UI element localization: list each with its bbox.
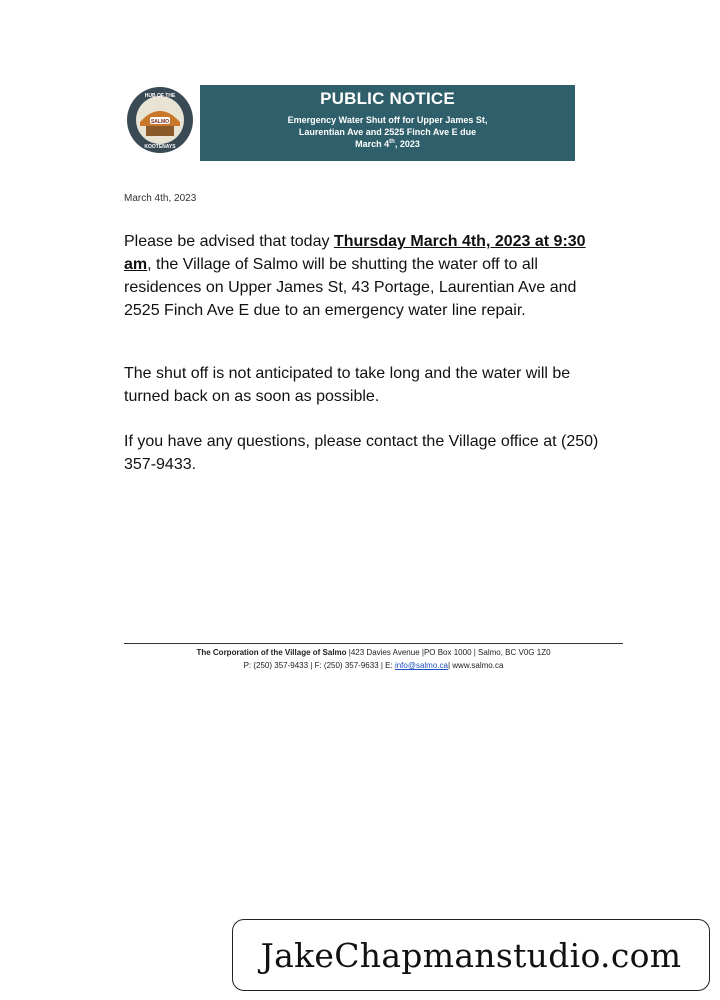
village-seal-logo xyxy=(126,86,194,154)
notice-date: March 4th, 2023 xyxy=(124,193,197,204)
footer-divider xyxy=(124,643,623,644)
seal-top-text: HUB OF THE xyxy=(144,93,176,99)
footer-address: |423 Davies Avenue |PO Box 1000 | Salmo, BC V0G 1Z0 xyxy=(346,648,551,657)
banner-date-sup: th xyxy=(389,139,395,145)
paragraph-1-intro: Please be advised that today xyxy=(124,233,334,250)
paragraph-1 xyxy=(124,230,604,322)
banner-subtitle-line2: Laurentian Ave and 2525 Finch Ave E due xyxy=(298,127,477,137)
paragraph-2: The shut off is not anticipated to take long and the water will be turned back on as soon as possible. xyxy=(124,365,571,405)
banner-subtitle xyxy=(200,114,575,138)
footer-contact-line xyxy=(124,660,623,671)
banner-title: PUBLIC NOTICE xyxy=(320,89,455,108)
footer-phone-fax: P: (250) 357-9433 | F: (250) 357-9633 | E: xyxy=(243,661,395,670)
banner-date-year: , 2023 xyxy=(394,139,420,149)
banner-date xyxy=(200,138,575,150)
seal-center-text: SALMO xyxy=(150,119,170,125)
footer-email-link[interactable]: info@salmo.ca xyxy=(394,661,448,670)
paragraph-1-emphasis: Thursday March 4th, 2023 at 9:30 am xyxy=(124,233,586,273)
footer-org: The Corporation of the Village of Salmo xyxy=(196,648,347,657)
paragraph-3: If you have any questions, please contact the Village office at (250) 357-9433. xyxy=(124,433,599,473)
footer-website: | www.salmo.ca xyxy=(447,661,504,670)
paragraph-1-rest: , the Village of Salmo will be shutting the water off to all residences on Upper James St, 43 Portage, Laurentian Ave and 2525 Finch Ave E due to an emergency water line repair. xyxy=(124,256,577,319)
watermark-text: JakeChapmanstudio.com xyxy=(260,935,682,975)
watermark-box xyxy=(232,919,710,991)
banner-date-main: March 4 xyxy=(355,139,390,149)
banner-subtitle-line1: Emergency Water Shut off for Upper James St, xyxy=(287,115,488,125)
footer-address-line xyxy=(124,647,623,658)
seal-bottom-text: KOOTENAYS xyxy=(144,144,176,150)
public-notice-banner xyxy=(200,85,575,161)
